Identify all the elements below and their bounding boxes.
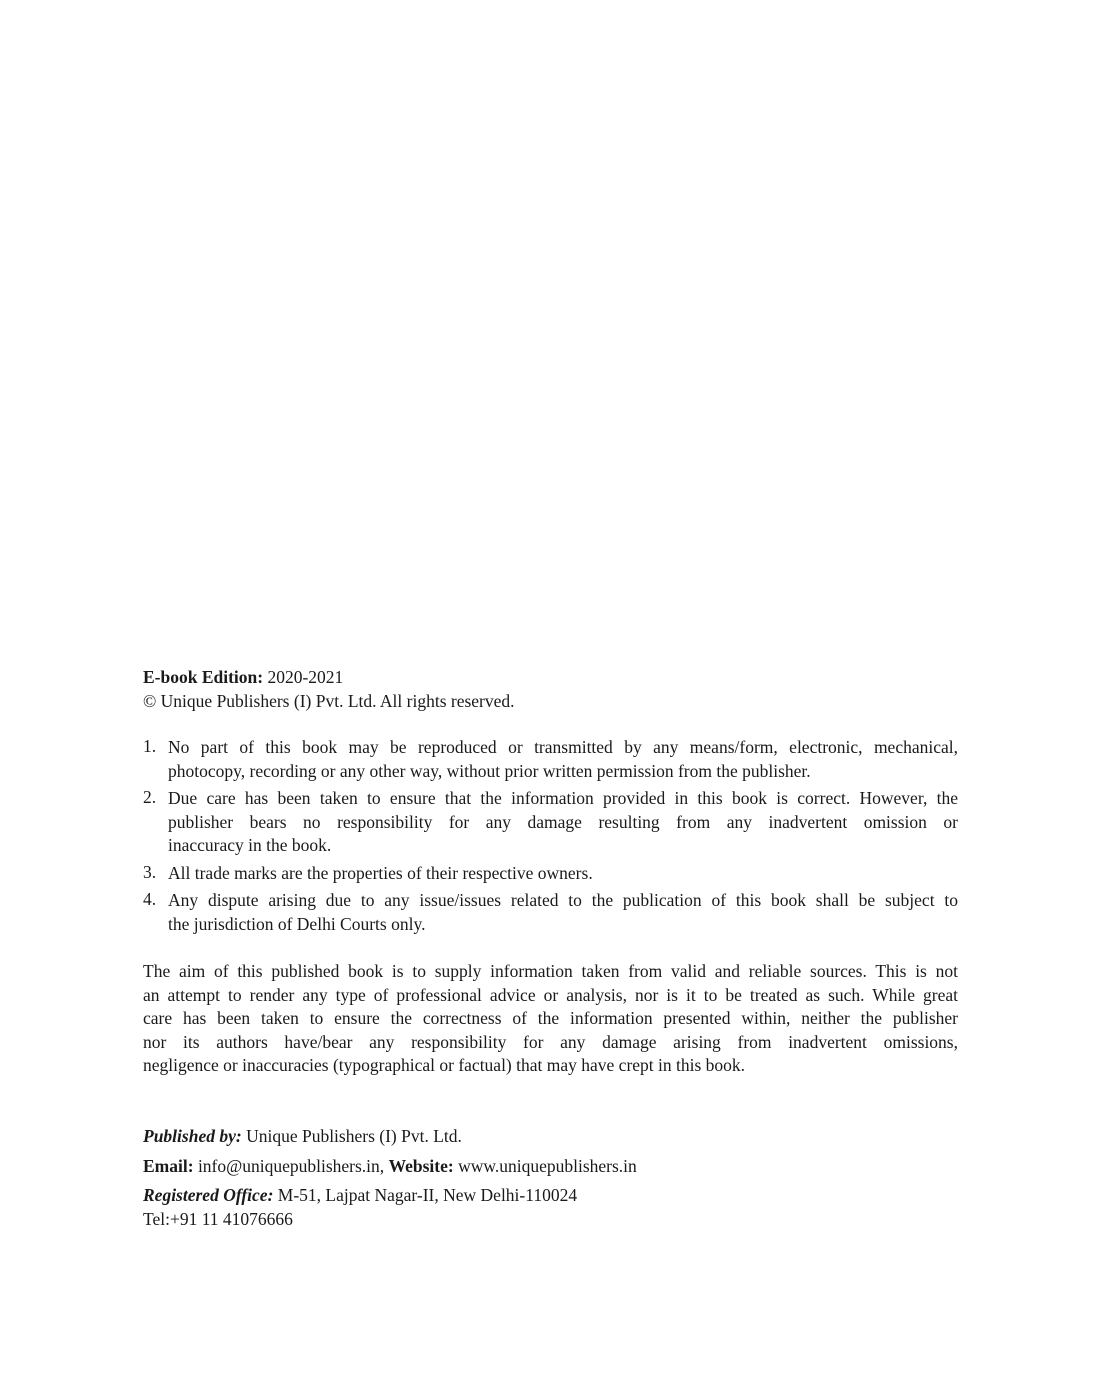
term-line: No part of this book may be reproduced or transmitted by any means/form, electronic, mechanical,: [168, 737, 958, 757]
terms-list: [143, 736, 958, 936]
term-line: Any dispute arising due to any issue/issues related to the publication of this book shall be subject to: [168, 890, 958, 910]
term-item: [143, 862, 958, 886]
office-line: [143, 1184, 958, 1208]
disclaimer-line: an attempt to render any type of professional advice or analysis, nor is it to be treated as such. While great: [143, 984, 958, 1005]
publisher-name: Unique Publishers (I) Pvt. Ltd.: [246, 1126, 462, 1146]
website-label: Website:: [388, 1155, 454, 1176]
edition-line: [143, 666, 958, 690]
disclaimer-line: negligence or inaccuracies (typographical or factual) that may have crept in this book.: [143, 1055, 746, 1075]
term-line: Due care has been taken to ensure that the information provided in this book is correct. However, the: [168, 788, 958, 808]
office-address: M-51, Lajpat Nagar-II, New Delhi-110024: [277, 1185, 578, 1205]
disclaimer-paragraph: [143, 960, 958, 1078]
published-by-label: Published by:: [143, 1126, 242, 1146]
email-value: info@uniquepublishers.in,: [197, 1155, 385, 1176]
published-by-line: [143, 1125, 958, 1149]
term-line: inaccuracy in the book.: [168, 835, 332, 855]
term-number: 3.: [143, 861, 157, 882]
email-label: Email:: [143, 1155, 194, 1176]
edition-label: E-book Edition:: [143, 667, 264, 687]
disclaimer-line: care has been taken to ensure the correctness of the information presented within, neither the publisher: [143, 1008, 958, 1028]
term-line: publisher bears no responsibility for any damage resulting from any inadvertent omission or: [168, 811, 958, 832]
term-line: photocopy, recording or any other way, without prior written permission from the publisher.: [168, 760, 811, 781]
term-item: [143, 736, 958, 783]
term-number: 4.: [143, 889, 157, 909]
term-item: [143, 889, 958, 936]
copyright: © Unique Publishers (I) Pvt. Ltd. All rights reserved.: [143, 690, 515, 711]
term-line: All trade marks are the properties of their respective owners.: [168, 862, 593, 883]
publisher-info: [143, 1125, 958, 1231]
edition-block: [143, 666, 958, 713]
contact-line: [143, 1155, 958, 1179]
edition-value: 2020-2021: [267, 667, 344, 687]
office-label: Registered Office:: [143, 1185, 274, 1205]
term-number: 1.: [143, 736, 157, 756]
disclaimer-line: nor its authors have/bear any responsibility for any damage arising from inadvertent omissions,: [143, 1031, 958, 1052]
telephone: Tel:+91 11 41076666: [143, 1208, 293, 1229]
term-line: the jurisdiction of Delhi Courts only.: [168, 913, 426, 934]
term-item: [143, 787, 958, 858]
website-value: www.uniquepublishers.in: [458, 1155, 637, 1176]
disclaimer-line: The aim of this published book is to supply information taken from valid and reliable sources. This is not: [143, 961, 958, 981]
term-number: 2.: [143, 787, 157, 807]
